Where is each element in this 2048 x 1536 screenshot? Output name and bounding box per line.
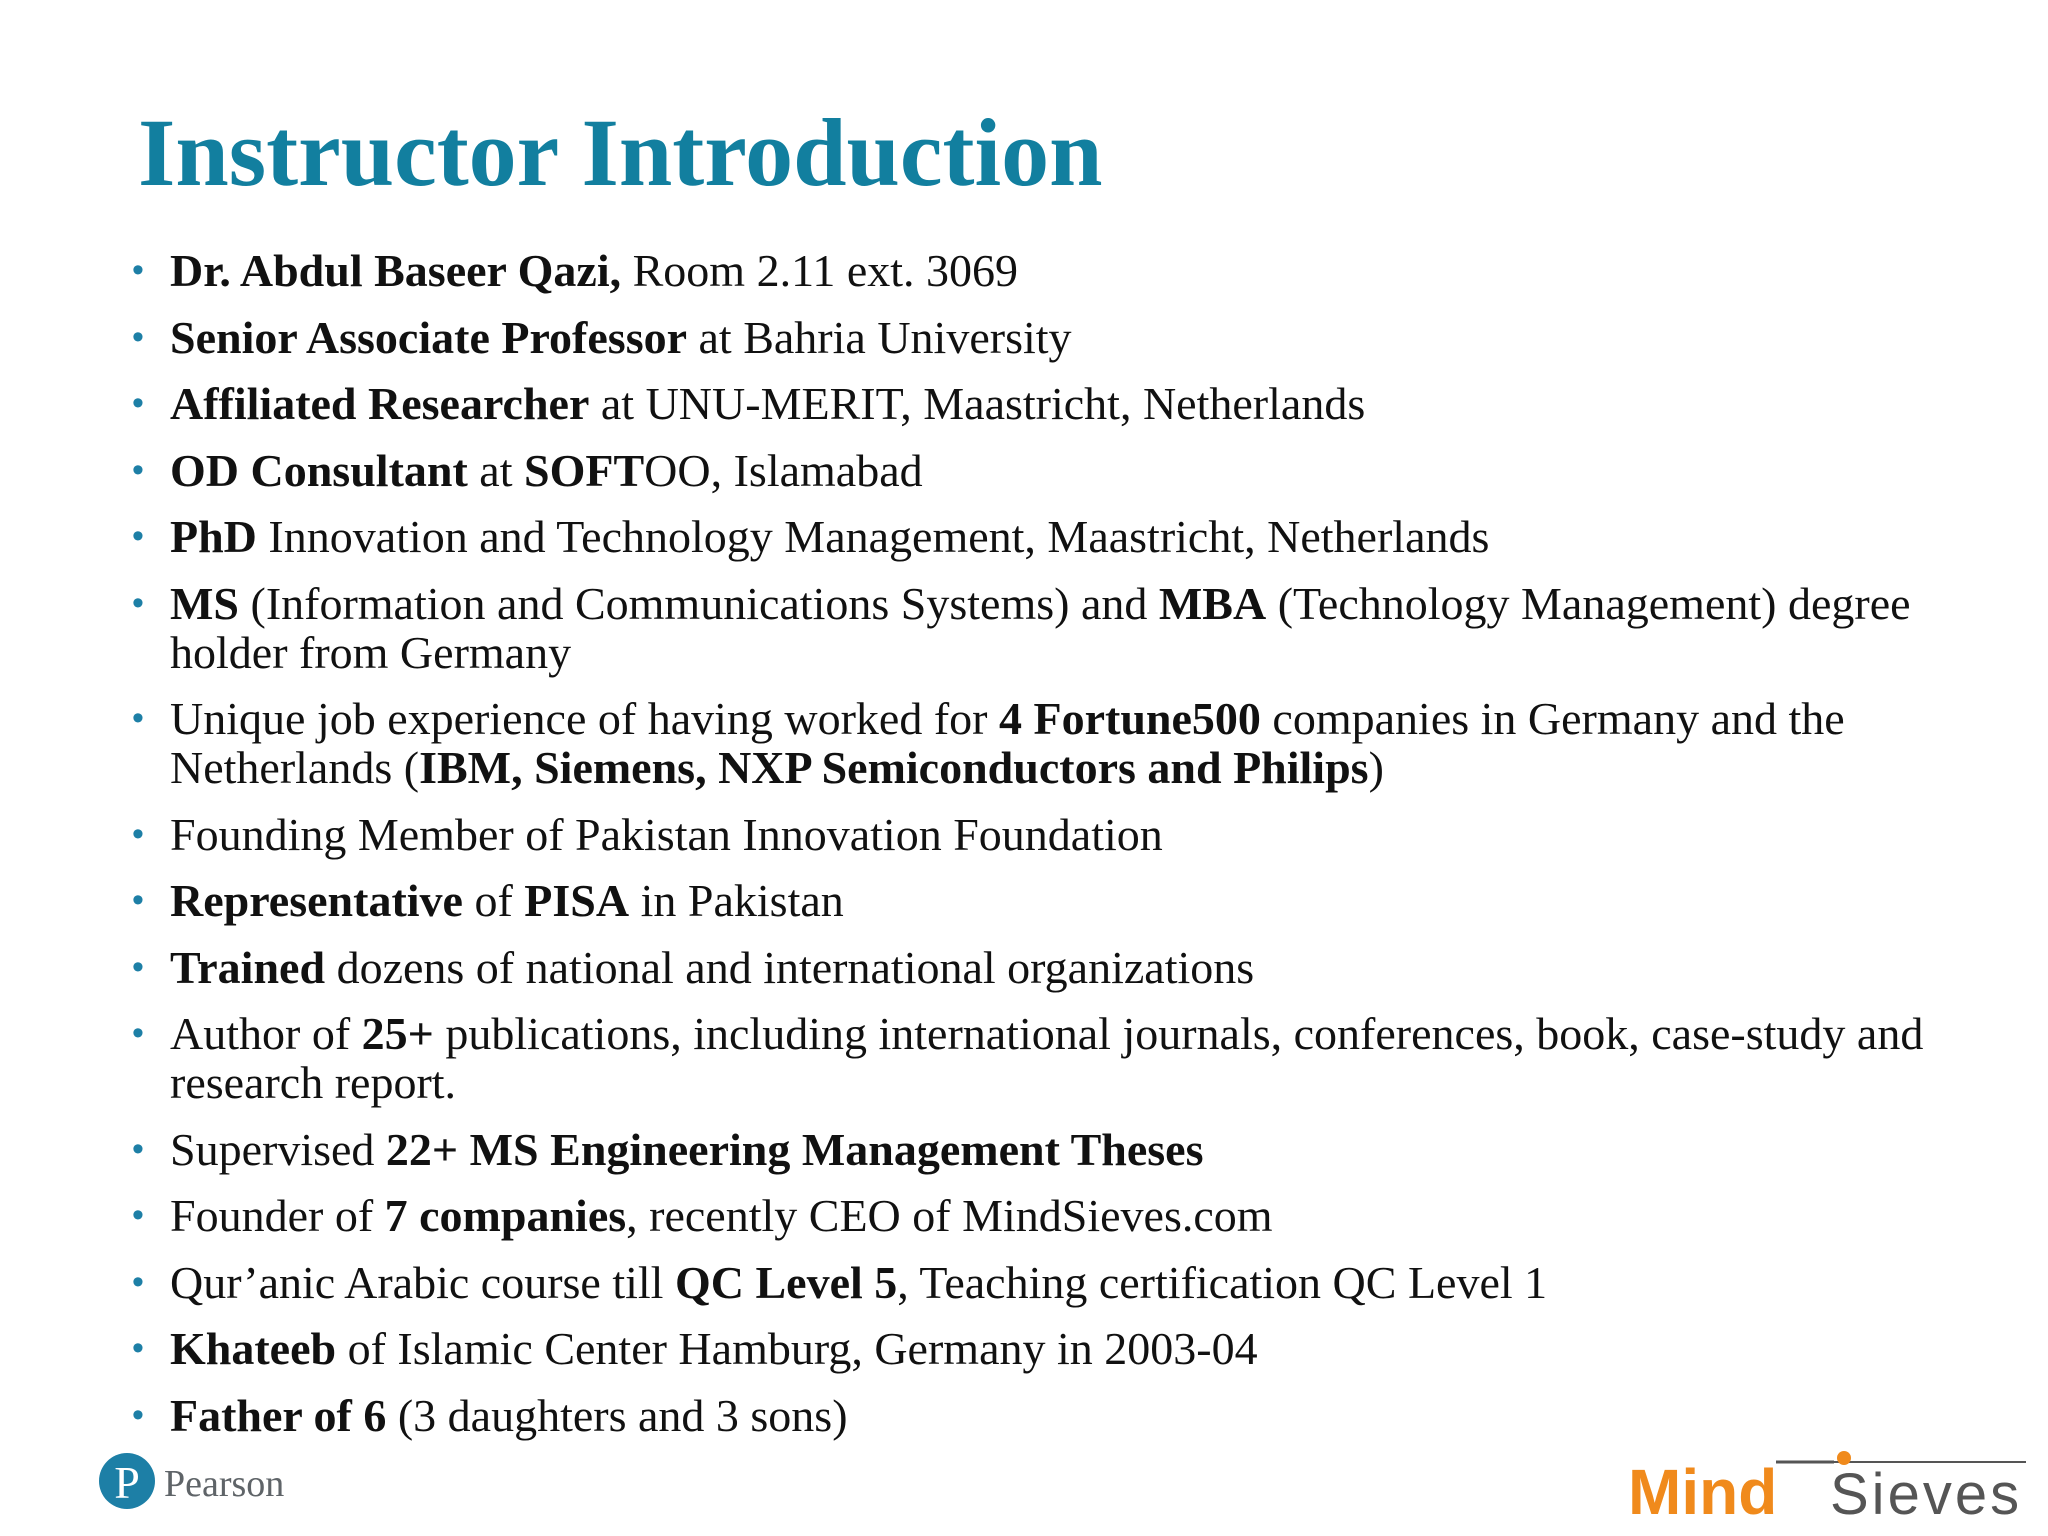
bullet-item — [130, 446, 1990, 495]
pearson-logo-text: Pearson — [164, 1463, 285, 1505]
bullet-text: (Technology Management) degree holder from Germany — [170, 577, 1911, 678]
bullet-text: Supervised — [170, 1123, 386, 1175]
bullet-text: ) — [1368, 742, 1384, 793]
bullet-item — [130, 1324, 1990, 1373]
bullet-item — [130, 694, 1990, 792]
bullet-text: Founder of — [170, 1190, 385, 1241]
bullet-item — [130, 810, 1990, 859]
bullet-dot-icon: • — [132, 317, 144, 356]
bullet-text-bold: QC Level 5 — [674, 1256, 898, 1308]
bullet-item — [130, 1391, 1990, 1440]
bullet-dot-icon: • — [132, 1196, 144, 1234]
bullet-dot-icon: • — [132, 1262, 144, 1301]
mindsieves-logo — [1626, 1444, 2048, 1536]
bullet-text: Qur’anic Arabic course till — [170, 1256, 675, 1308]
bullet-text-bold: PISA — [524, 875, 630, 926]
bullet-text: publications, including international journals, conferences, book, case-study and research report. — [170, 1008, 1924, 1108]
bullet-text: Unique job experience of having worked for — [170, 693, 999, 744]
bullet-dot-icon: • — [132, 251, 144, 289]
bullet-text: (3 daughters and 3 sons) — [386, 1389, 848, 1441]
bullet-text: Innovation and Technology Management, Maastricht, Netherlands — [256, 511, 1490, 562]
bullet-list — [130, 246, 1990, 1457]
bullet-text: (Information and Communications Systems) and — [239, 577, 1159, 629]
bullet-text-bold: Khateeb — [170, 1323, 337, 1374]
bullet-item — [130, 579, 1990, 677]
bullet-dot-icon: • — [132, 384, 144, 422]
bullet-dot-icon: • — [132, 1129, 144, 1168]
bullet-dot-icon: • — [132, 699, 144, 737]
bullet-text-bold: 22+ MS Engineering Management Theses — [385, 1123, 1204, 1175]
bullet-dot-icon: • — [132, 1014, 144, 1052]
bullet-dot-icon: • — [132, 450, 144, 489]
bullet-dot-icon: • — [132, 947, 144, 986]
bullet-item — [130, 1125, 1990, 1174]
mindsieves-logo-mind: Mind — [1628, 1456, 1778, 1528]
bullet-text: at — [467, 444, 524, 496]
pearson-logo — [98, 1448, 328, 1514]
bullet-text-bold: Father of 6 — [170, 1389, 387, 1441]
bullet-text: companies in Germany and the Netherlands ( — [170, 693, 1845, 793]
bullet-text: OO, Islamabad — [644, 444, 923, 496]
bullet-item — [130, 943, 1990, 992]
bullet-dot-icon: • — [132, 881, 144, 919]
pearson-logo-mark: P — [114, 1457, 140, 1508]
bullet-item — [130, 1191, 1990, 1240]
bullet-text-bold: PhD — [170, 511, 257, 562]
bullet-dot-icon: • — [132, 583, 144, 622]
bullet-text: Author of — [170, 1008, 362, 1059]
mindsieves-logo-sieves: Sieves — [1830, 1462, 2023, 1527]
bullet-text: at UNU-MERIT, Maastricht, Netherlands — [589, 378, 1366, 429]
slide-title: Instructor Introduction — [138, 99, 1103, 206]
bullet-item — [130, 876, 1990, 925]
bullet-dot-icon: • — [132, 1329, 144, 1367]
bullet-item — [130, 246, 1990, 295]
bullet-text-bold: Representative — [170, 875, 463, 926]
bullet-text: Room 2.11 ext. 3069 — [621, 245, 1019, 296]
bullet-text-bold: Affiliated Researcher — [170, 378, 590, 429]
bullet-text-bold: Trained — [170, 941, 326, 993]
bullet-text-bold: 25+ — [361, 1008, 434, 1059]
bullet-item — [130, 379, 1990, 428]
bullet-item — [130, 1009, 1990, 1107]
bullet-text-bold: MS — [170, 577, 239, 629]
bullet-dot-icon: • — [132, 1395, 144, 1434]
bullet-item — [130, 512, 1990, 561]
bullet-text: dozens of national and international organizations — [325, 941, 1255, 993]
bullet-text-bold: SOFT — [524, 444, 645, 496]
bullet-text: in Pakistan — [629, 875, 844, 926]
bullet-dot-icon: • — [132, 517, 144, 555]
bullet-text: , recently CEO of MindSieves.com — [626, 1190, 1273, 1241]
bullet-text-bold: OD Consultant — [170, 444, 468, 496]
bullet-text-bold: Dr. Abdul Baseer Qazi, — [170, 245, 622, 296]
bullet-text-bold: 7 companies — [384, 1190, 627, 1241]
bullet-text: of Islamic Center Hamburg, Germany in 2003-04 — [336, 1323, 1258, 1374]
bullet-text: of — [462, 875, 525, 926]
bullet-text: , Teaching certification QC Level 1 — [897, 1256, 1548, 1308]
bullet-text: Founding Member of Pakistan Innovation Foundation — [170, 808, 1163, 860]
bullet-text-bold: Senior Associate Professor — [170, 311, 688, 363]
bullet-text-bold: IBM, Siemens, NXP Semiconductors and Philips — [419, 742, 1369, 793]
bullet-text: at Bahria University — [687, 311, 1072, 363]
bullet-item — [130, 1258, 1990, 1307]
bullet-item — [130, 313, 1990, 362]
bullet-dot-icon: • — [132, 814, 144, 853]
bullet-text-bold: MBA — [1158, 577, 1267, 629]
bullet-text-bold: 4 Fortune500 — [999, 693, 1261, 744]
